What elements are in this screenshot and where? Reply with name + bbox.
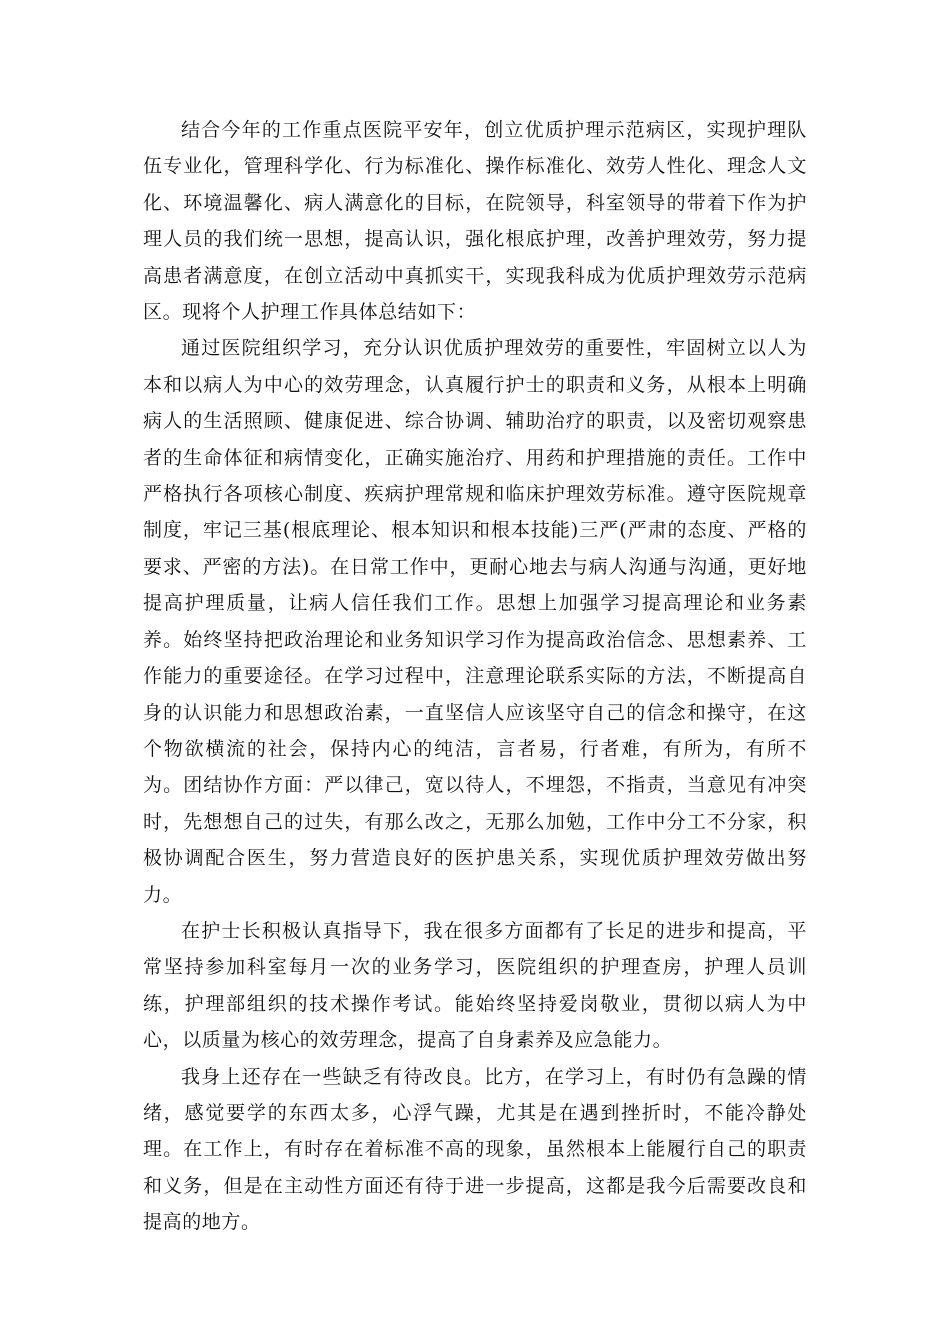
paragraph-study-and-service: 通过医院组织学习，充分认识优质护理效劳的重要性，牢固树立以人为本和以病人为中心的效劳理念，认真履行护士的职责和义务，从根本上明确病人的生活照顾、健康促进、综合协调、辅助治疗的职责，以及密切观察患者的生命体征和病情变化，正确实施治疗、用药和护理措施的责任。工作中严格执行各项核心制度、疾病护理常规和临床护理效劳标准。遵守医院规章制度，牢记三基(根底理论、根本知识和根本技能)三严(严肃的态度、严格的要求、严密的方法)。在日常工作中，更耐心地去与病人沟通与沟通，更好地提高护理质量，让病人信任我们工作。思想上加强学习提高理论和业务素养。始终坚持把政治理论和业务知识学习作为提高政治信念、思想素养、工作能力的重要途径。在学习过程中，注意理论联系实际的方法，不断提高自身的认识能力和思想政治素，一直坚信人应该坚守自己的信念和操守，在这个物欲横流的社会，保持内心的纯洁，言者易，行者难，有所为，有所不为。团结协作方面：严以律己，宽以待人，不埋怨，不指责，当意见有冲突时，先想想自己的过失，有那么改之，无那么加勉，工作中分工不分家，积极协调配合医生，努力营造良好的医护患关系，实现优质护理效劳做出努力。	[143, 337, 807, 906]
paragraph-shortcomings: 我身上还存在一些缺乏有待改良。比方，在学习上，有时仍有急躁的情绪，感觉要学的东西太多，心浮气躁，尤其是在遇到挫折时，不能冷静处理。在工作上，有时存在着标准不高的现象，虽然根本上能履行自己的职责和义务，但是在主动性方面还有待于进一步提高，这都是我今后需要改良和提高的地方。	[143, 1065, 807, 1234]
document-page	[143, 112, 807, 1241]
paragraph-intro: 结合今年的工作重点医院平安年，创立优质护理示范病区，实现护理队伍专业化，管理科学化、行为标准化、操作标准化、效劳人性化、理念人文化、环境温馨化、病人满意化的目标，在院领导，科室领导的带着下作为护理人员的我们统一思想，提高认识，强化根底护理，改善护理效劳，努力提高患者满意度，在创立活动中真抓实干，实现我科成为优质护理效劳示范病区。现将个人护理工作具体总结如下：	[143, 119, 807, 324]
paragraph-progress: 在护士长积极认真指导下，我在很多方面都有了长足的进步和提高，平常坚持参加科室每月一次的业务学习，医院组织的护理查房，护理人员训练，护理部组织的技术操作考试。能始终坚持爱岗敬业，贯彻以病人为中心，以质量为核心的效劳理念，提高了自身素养及应急能力。	[143, 919, 807, 1052]
